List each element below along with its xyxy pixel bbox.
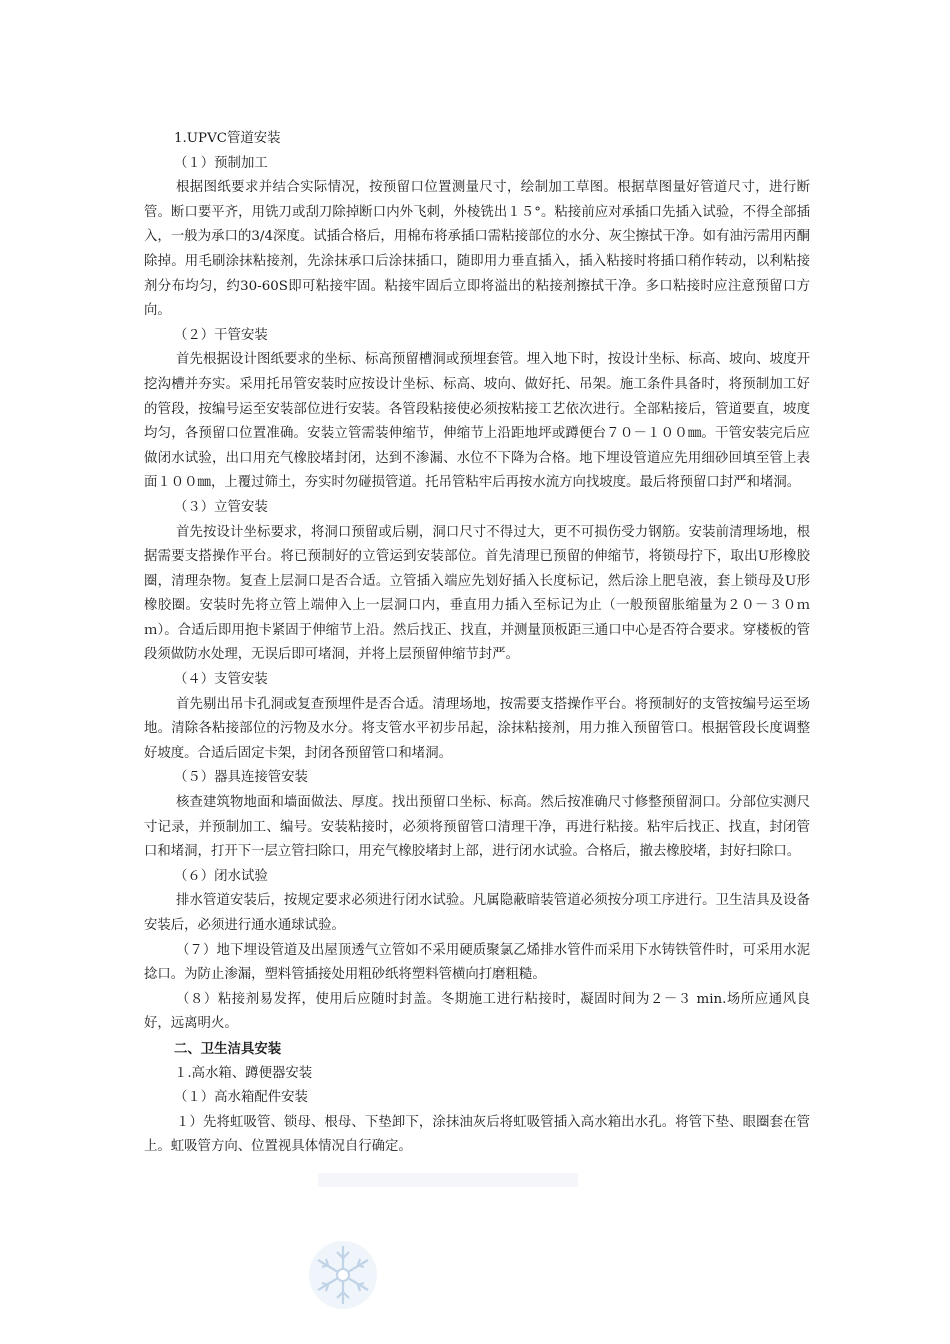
subsection-4-paragraph: 首先剔出吊卡孔洞或复查预埋件是否合适。清理场地，按需要支搭操作平台。将预制好的支管按编号运至场地。清除各粘接部位的污物及水分。将支管水平初步吊起，涂抹粘接剂，用力推入预留管口。根据管段长度调整好坡度。合适后固定卡架，封闭各预留管口和堵洞。 bbox=[144, 696, 810, 761]
subsection-2-paragraph: 首先根据设计图纸要求的坐标、标高预留槽洞或预埋套管。埋入地下时，按设计坐标、标高、坡向、坡度开挖沟槽并夯实。采用托吊管安装时应按设计坐标、标高、坡向、做好托、吊架。施工条件具备时，将预制加工好的管段，按编号运至安装部位进行安装。各管段粘接使必须按粘接工艺依次进行。全部粘接后，管道要直，坡度均匀，各预留口位置准确。安装立管需装伸缩节，伸缩节上沿距地坪或蹲便台７０－１００㎜。干管安装完后应做闭水试验，出口用充气橡胶堵封闭，达到不渗漏、水位不下降为合格。地下埋设管道应先用细砂回填至管上表面１００㎜，上覆过筛土，夯实时勿碰损管道。托吊管粘牢后再按水流方向找坡度。最后将预留口封严和堵洞。 bbox=[144, 352, 810, 491]
subsection-6-paragraph: 排水管道安装后，按规定要求必须进行闭水试验。凡属隐蔽暗装管道必须按分项工序进行。卫生洁具及设备安装后，必须进行通水通球试验。 bbox=[144, 893, 810, 933]
document-body bbox=[144, 127, 810, 1160]
subsection-3-paragraph: 首先按设计坐标要求，将洞口预留或后剔，洞口尺寸不得过大，更不可损伤受力钢筋。安装前清理场地，根据需要支搭操作平台。将已预制好的立管运到安装部位。首先清理已预留的伸缩节，将锁母拧下，取出U形橡胶圈，清理杂物。复查上层洞口是否合适。立管插入端应先划好插入长度标记，然后涂上肥皂液，套上锁母及U形橡胶圈。安装时先将立管上端伸入上一层洞口内，垂直用力插入至标记为止（一般预留胀缩量为２０－３０ｍｍ）。合适后即用抱卡紧固于伸缩节上沿。然后找正、找直，并测量顶板距三通口中心是否符合要求。穿楼板的管段须做防水处理，无误后即可堵洞，并将上层预留伸缩节封严。 bbox=[144, 524, 810, 663]
sub-1-title: １.高水箱、蹲便器安装 bbox=[174, 1065, 313, 1081]
subsection-3-heading: （３）立管安装 bbox=[174, 499, 268, 515]
subsection-6-heading: （６）闭水试验 bbox=[174, 868, 268, 884]
subsection-5-heading: （５）器具连接管安装 bbox=[174, 770, 308, 786]
subsection-5-paragraph: 核查建筑物地面和墙面做法、厚度。找出预留口坐标、标高。然后按准确尺寸修整预留洞口。分部位实测尺寸记录，并预制加工、编号。安装粘接时，必须将预留管口清理干净，再进行粘接。粘牢后找正、找直，封闭管口和堵洞，打开下一层立管扫除口，用充气橡胶堵封上部，进行闭水试验。合格后，撤去橡胶堵，封好扫除口。 bbox=[144, 795, 810, 860]
sub-1-paragraph: １）先将虹吸管、锁母、根母、下垫卸下，涂抹油灰后将虹吸管插入高水箱出水孔。将管下垫、眼圈套在管上。虹吸管方向、位置视具体情况自行确定。 bbox=[144, 1114, 810, 1155]
subsection-1-paragraph: 根据图纸要求并结合实际情况，按预留口位置测量尺寸，绘制加工草图。根据草图量好管道尺寸，进行断管。断口要平齐，用铣刀或刮刀除掉断口内外飞刺，外棱铣出１５°。粘接前应对承插口先插入试验，不得全部插入，一般为承口的3/4深度。试插合格后，用棉布将承插口需粘接部位的水分、灰尘擦拭干净。如有油污需用丙酮除掉。用毛刷涂抹粘接剂，先涂抹承口后涂抹插口，随即用力垂直插入，插入粘接时将插口稍作转动，以利粘接剂分布均匀，约30-60S即可粘接牢固。粘接牢固后立即将溢出的粘接剂擦拭干净。多口粘接时应注意预留口方向。 bbox=[144, 180, 810, 319]
subsection-8-paragraph: （８）粘接剂易发挥，使用后应随时封盖。冬期施工进行粘接时，凝固时间为２－３ min.场所应通风良好，远离明火。 bbox=[144, 991, 810, 1032]
subsection-2-heading: （２）干管安装 bbox=[174, 327, 268, 343]
section-1-title: 1.UPVC管道安装 bbox=[174, 131, 281, 146]
section-2-title: 二、卫生洁具安装 bbox=[174, 1040, 282, 1057]
sub-1-heading: （１）高水箱配件安装 bbox=[174, 1090, 308, 1106]
snowflake-watermark-icon bbox=[306, 1238, 380, 1312]
faint-watermark-strip bbox=[318, 1165, 578, 1195]
subsection-4-heading: （４）支管安装 bbox=[174, 672, 268, 688]
subsection-7-paragraph: （７）地下埋设管道及出屋顶透气立管如不采用硬质聚氯乙烯排水管件而采用下水铸铁管件时，可采用水泥捻口。为防止渗漏，塑料管插接处用粗砂纸将塑料管横向打磨粗糙。 bbox=[144, 942, 810, 983]
subsection-1-heading: （１）预制加工 bbox=[174, 155, 268, 171]
